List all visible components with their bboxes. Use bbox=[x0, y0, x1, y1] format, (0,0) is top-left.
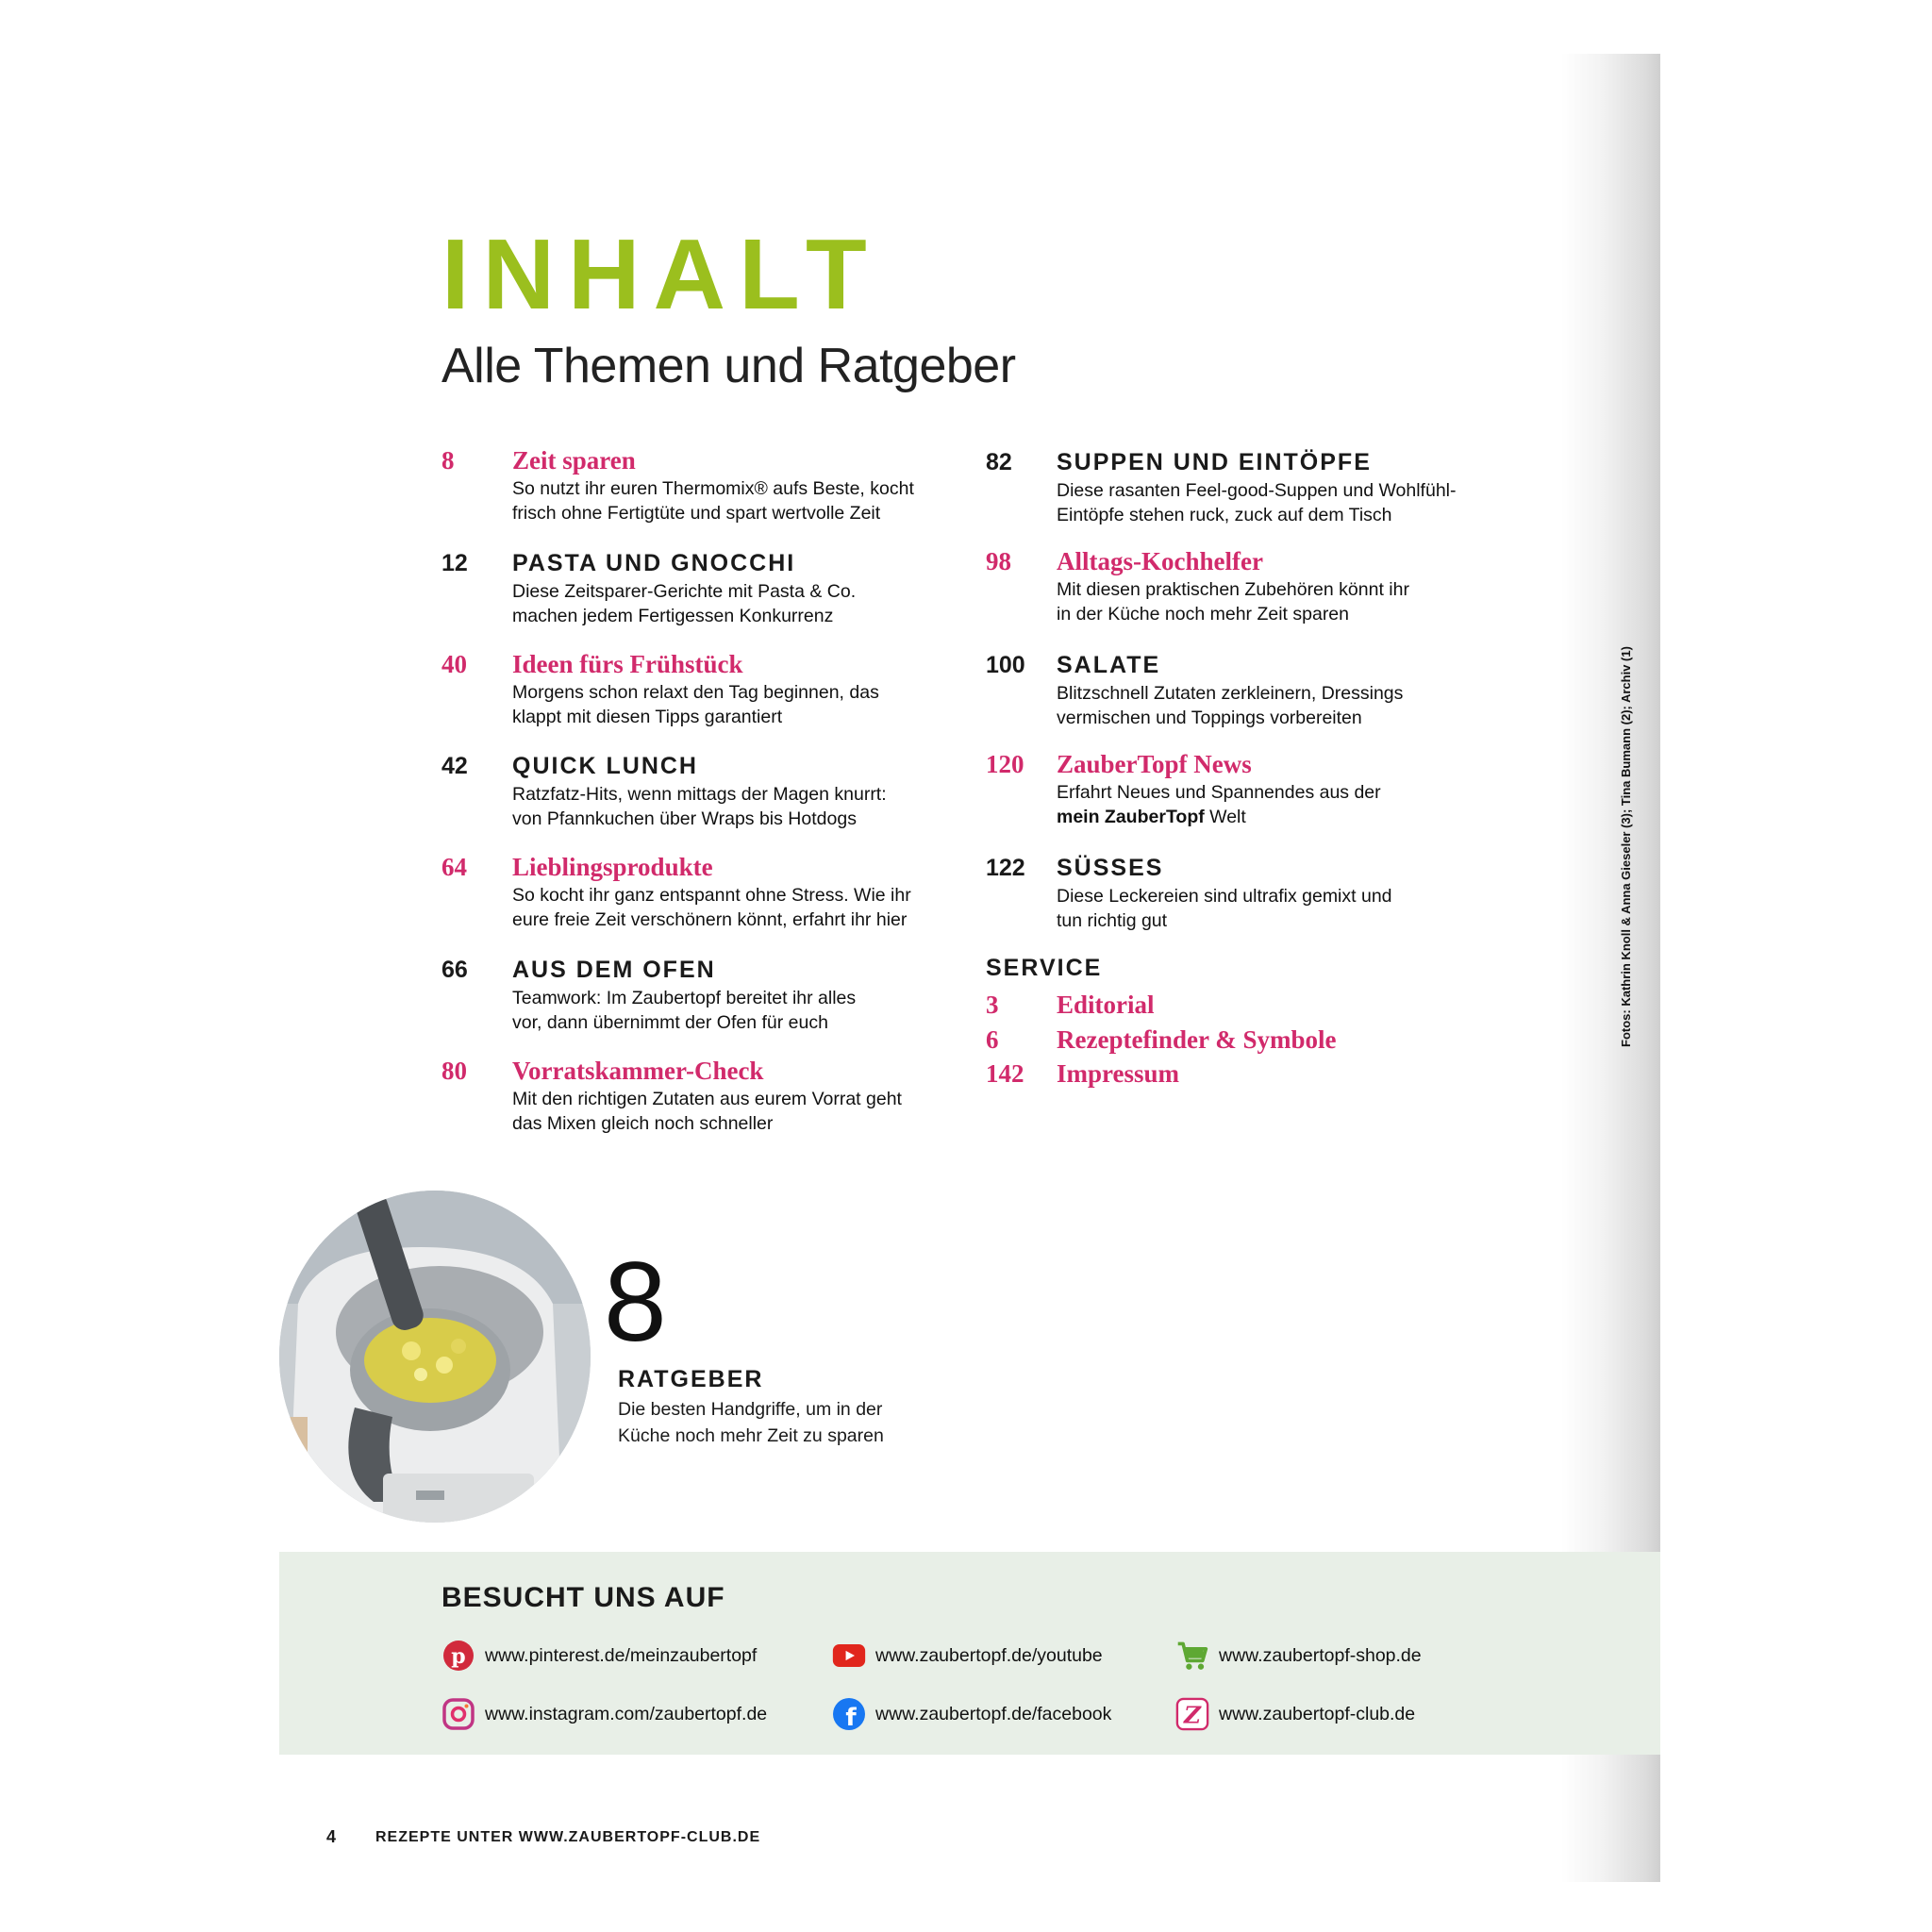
toc-description: Teamwork: Im Zaubertopf bereitet ihr alles vor, dann übernimmt der Ofen für euch bbox=[512, 988, 857, 1033]
footer-text: REZEPTE UNTER WWW.ZAUBERTOPF-CLUB.DE bbox=[375, 1829, 761, 1845]
cart-icon bbox=[1175, 1639, 1209, 1673]
pinterest-icon bbox=[441, 1639, 475, 1673]
toc-page-number: 82 bbox=[986, 449, 1012, 475]
toc-page-number: 40 bbox=[441, 650, 467, 678]
service-heading: SERVICE bbox=[986, 955, 1103, 981]
toc-page-number: 122 bbox=[986, 855, 1025, 881]
zaubertopf-club-icon bbox=[1175, 1697, 1209, 1731]
ratgeber-description: Die besten Handgriffe, um in der Küche noch mehr Zeit zu sparen bbox=[618, 1399, 884, 1446]
toc-description: Diese Zeitsparer-Gerichte mit Pasta & Co. machen jedem Fertigessen Konkurrenz bbox=[512, 581, 857, 626]
service-item[interactable]: 6 Rezeptefinder & Symbole bbox=[986, 1025, 1337, 1054]
toc-page-number: 100 bbox=[986, 652, 1025, 678]
page-title: INHALT bbox=[441, 219, 880, 330]
social-media-band bbox=[279, 1552, 1660, 1755]
toc-description: Blitzschnell Zutaten zerkleinern, Dressings vermischen und Toppings vorbereiten bbox=[1057, 683, 1404, 728]
toc-title: ZauberTopf News bbox=[1057, 750, 1252, 778]
toc-description: Mit den richtigen Zutaten aus eurem Vorrat geht das Mixen gleich noch schneller bbox=[512, 1089, 902, 1134]
toc-title: Alltags-Kochhelfer bbox=[1057, 547, 1263, 575]
toc-page-number: 120 bbox=[986, 750, 1024, 778]
toc-description: Morgens schon relaxt den Tag beginnen, das klappt mit diesen Tipps garantiert bbox=[512, 682, 879, 727]
facebook-link[interactable]: f www.zaubertopf.de/facebook bbox=[832, 1697, 1111, 1731]
toc-title: PASTA UND GNOCCHI bbox=[512, 550, 796, 576]
toc-page-number: 12 bbox=[441, 550, 468, 576]
toc-title: SUPPEN UND EINTÖPFE bbox=[1057, 449, 1372, 475]
svg-text:Z: Z bbox=[1184, 1701, 1201, 1729]
club-link[interactable]: Z www.zaubertopf-club.de bbox=[1175, 1697, 1415, 1731]
pinterest-link[interactable]: p www.pinterest.de/meinzaubertopf bbox=[441, 1639, 757, 1673]
page-subtitle: Alle Themen und Ratgeber bbox=[441, 339, 1016, 393]
toc-title: SALATE bbox=[1057, 652, 1161, 678]
toc-description: Ratzfatz-Hits, wenn mittags der Magen knurrt: von Pfannkuchen über Wraps bis Hotdogs bbox=[512, 784, 887, 829]
toc-title: QUICK LUNCH bbox=[512, 753, 698, 779]
toc-description: So nutzt ihr euren Thermomix® aufs Beste, kocht frisch ohne Fertigtüte und spart wertvolle Zeit bbox=[512, 478, 914, 524]
toc-title: Zeit sparen bbox=[512, 446, 636, 475]
instagram-link[interactable]: www.instagram.com/zaubertopf.de bbox=[441, 1697, 767, 1731]
facebook-icon bbox=[832, 1697, 866, 1731]
service-item[interactable]: 3 Editorial bbox=[986, 991, 1155, 1019]
toc-page-number: 8 bbox=[441, 446, 455, 475]
toc-title: SÜSSES bbox=[1057, 855, 1164, 881]
toc-title: AUS DEM OFEN bbox=[512, 957, 716, 983]
toc-page-number: 80 bbox=[441, 1057, 467, 1085]
toc-description: Erfahrt Neues und Spannendes aus der mein ZauberTopf Welt bbox=[1057, 782, 1381, 827]
ratgeber-page-number: 8 bbox=[604, 1239, 667, 1365]
shop-link[interactable]: www.zaubertopf-shop.de bbox=[1175, 1639, 1422, 1673]
toc-title: Lieblingsprodukte bbox=[512, 853, 713, 881]
toc-description: So kocht ihr ganz entspannt ohne Stress. Wie ihr eure freie Zeit verschönern könnt, erfahrt ihr hier bbox=[512, 885, 911, 930]
youtube-icon bbox=[832, 1639, 866, 1673]
footer-page-number: 4 bbox=[326, 1827, 337, 1846]
service-item[interactable]: 142 Impressum bbox=[986, 1059, 1180, 1088]
toc-page-number: 42 bbox=[441, 753, 468, 779]
toc-description: Diese Leckereien sind ultrafix gemixt und tun richtig gut bbox=[1057, 886, 1392, 931]
youtube-link[interactable]: www.zaubertopf.de/youtube bbox=[832, 1639, 1103, 1673]
social-heading: BESUCHT UNS AUF bbox=[441, 1582, 725, 1613]
toc-title: Vorratskammer-Check bbox=[512, 1057, 764, 1085]
toc-page-number: 64 bbox=[441, 853, 467, 881]
toc-description: Diese rasanten Feel-good-Suppen und Wohlfühl- Eintöpfe stehen ruck, zuck auf dem Tisch bbox=[1057, 480, 1457, 525]
thermomix-photo bbox=[279, 1191, 591, 1523]
svg-text:f: f bbox=[845, 1704, 857, 1731]
toc-page-number: 66 bbox=[441, 957, 468, 983]
svg-text:p: p bbox=[451, 1644, 466, 1669]
toc-page-number: 98 bbox=[986, 547, 1011, 575]
photo-credit: Fotos: Kathrin Knoll & Anna Gieseler (3); Tina Bumann (2); Archiv (1) bbox=[1619, 646, 1633, 1047]
toc-description: Mit diesen praktischen Zubehören könnt ihr in der Küche noch mehr Zeit sparen bbox=[1057, 579, 1409, 625]
ratgeber-title[interactable]: RATGEBER bbox=[618, 1366, 764, 1392]
instagram-icon bbox=[441, 1697, 475, 1731]
toc-title: Ideen fürs Frühstück bbox=[512, 650, 743, 678]
